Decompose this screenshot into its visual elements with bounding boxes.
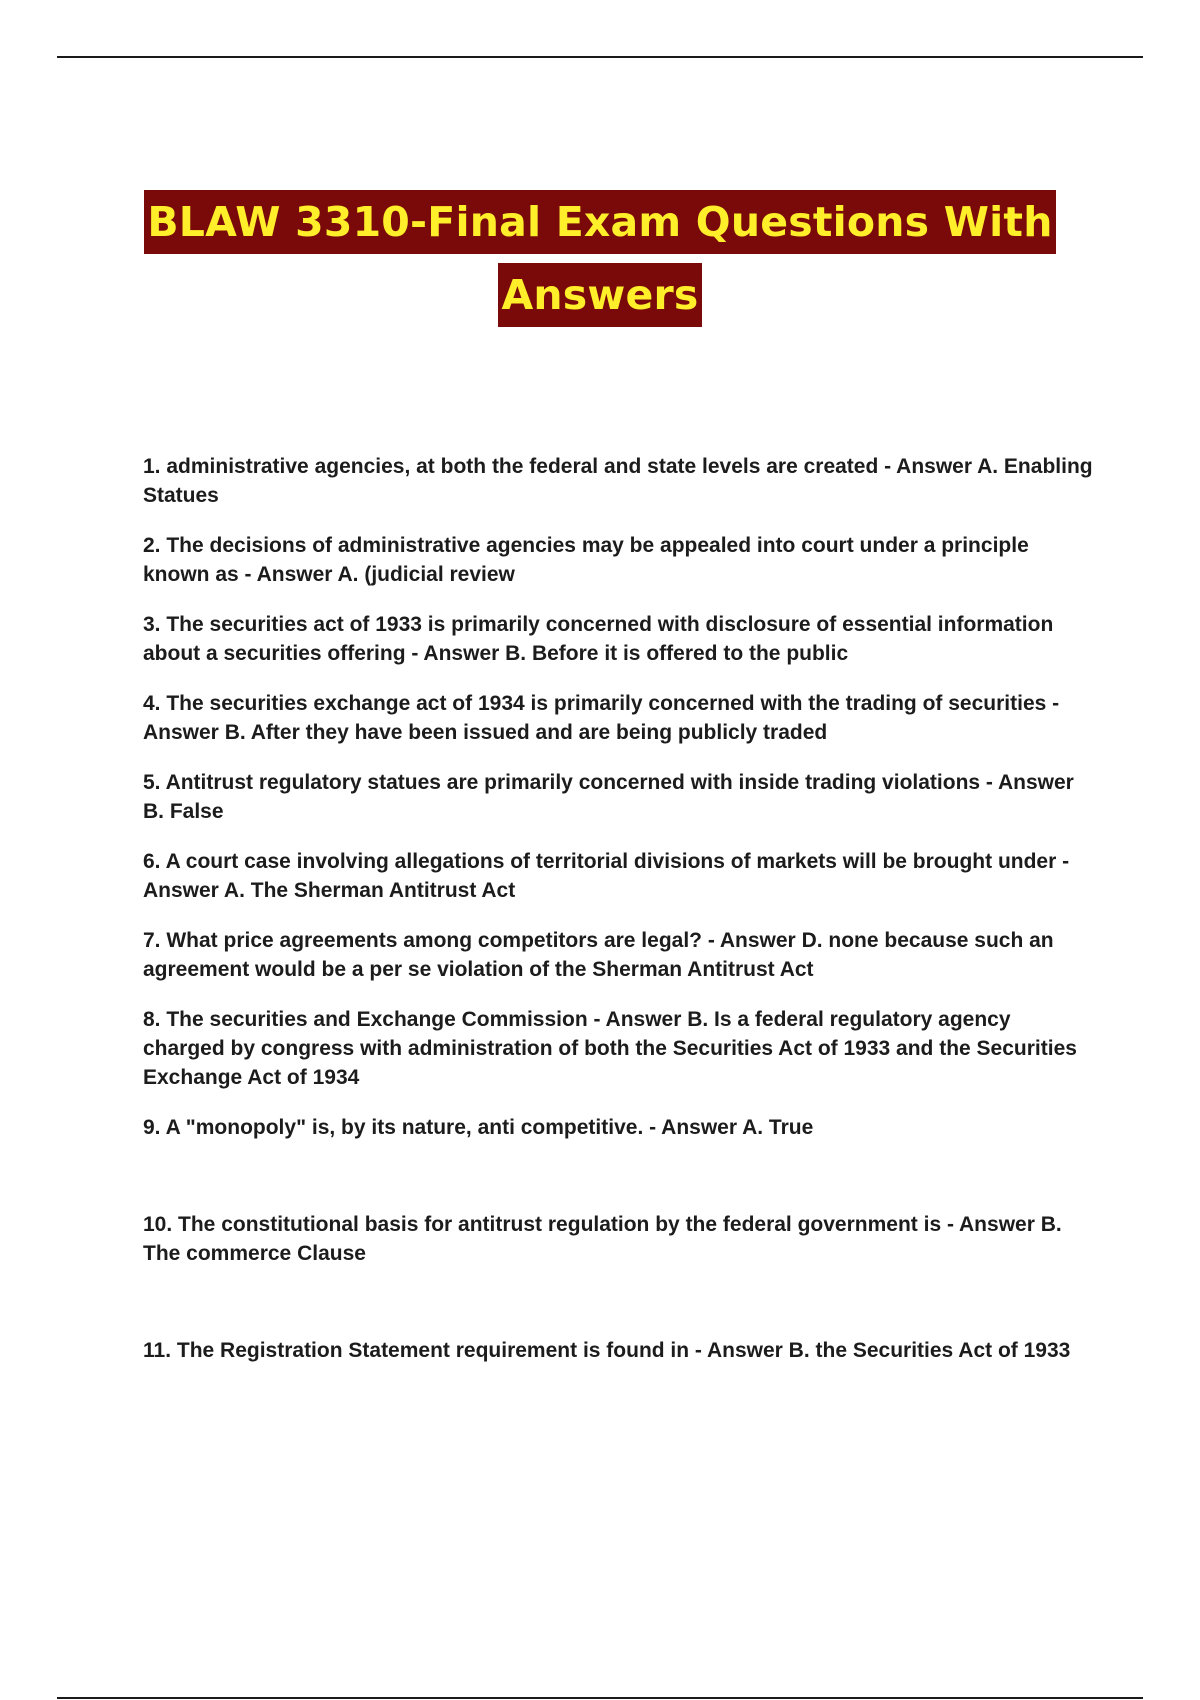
question-item-9: 9. A "monopoly" is, by its nature, anti competitive. - Answer A. True xyxy=(143,1116,814,1139)
question-item-1: 1. administrative agencies, at both the federal and state levels are created - Answer A. Enabling Statues xyxy=(143,455,1093,507)
bottom-divider xyxy=(57,1697,1143,1699)
question-item-2: 2. The decisions of administrative agencies may be appealed into court under a principle known as - Answer A. (judicial review xyxy=(143,534,1029,586)
question-item-3: 3. The securities act of 1933 is primarily concerned with disclosure of essential information about a securities offering - Answer B. Before it is offered to the public xyxy=(143,613,1054,665)
title-line-2: Answers xyxy=(498,263,701,327)
question-item-11: 11. The Registration Statement requirement is found in - Answer B. the Securities Act of 1933 xyxy=(143,1339,1071,1362)
question-item-6: 6. A court case involving allegations of territorial divisions of markets will be brought under - Answer A. The Sherman Antitrust Act xyxy=(143,850,1070,902)
document-title xyxy=(0,190,1200,327)
question-item-4: 4. The securities exchange act of 1934 is primarily concerned with the trading of securities - Answer B. After they have been issued and are being publicly traded xyxy=(143,692,1060,744)
top-divider xyxy=(57,56,1143,58)
question-item-5: 5. Antitrust regulatory statues are primarily concerned with inside trading violations - Answer B. False xyxy=(143,771,1074,823)
question-item-7: 7. What price agreements among competitors are legal? - Answer D. none because such an agreement would be a per se violation of the Sherman Antitrust Act xyxy=(143,929,1054,981)
question-answer-list xyxy=(143,452,1093,1386)
question-item-8: 8. The securities and Exchange Commission - Answer B. Is a federal regulatory agency charged by congress with administration of both the Securities Act of 1933 and the Securities Exchange Act of 1934 xyxy=(143,1008,1077,1089)
title-line-1: BLAW 3310-Final Exam Questions With xyxy=(144,190,1055,254)
question-item-10: 10. The constitutional basis for antitrust regulation by the federal government is - Answer B. The commerce Clause xyxy=(143,1213,1062,1265)
